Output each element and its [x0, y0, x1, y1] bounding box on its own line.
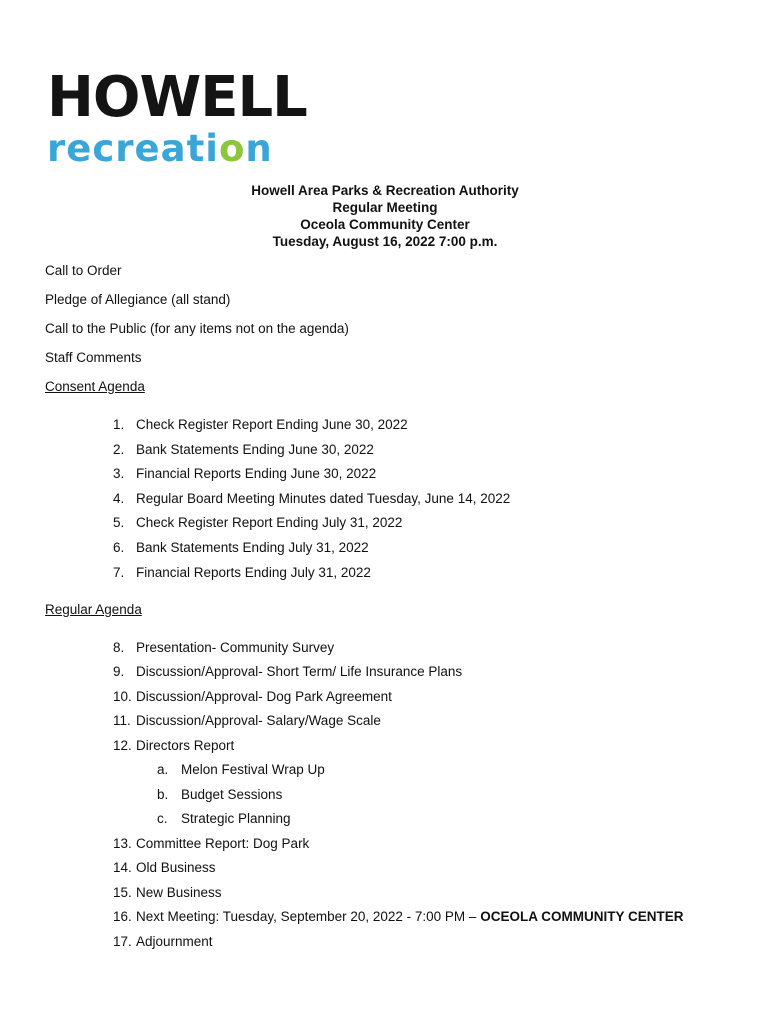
- regular-item: 13. Committee Report: Dog Park: [113, 836, 310, 851]
- call-to-public: Call to the Public (for any items not on the agenda): [45, 321, 349, 336]
- regular-item: 8. Presentation- Community Survey: [113, 640, 335, 655]
- meeting-location: Oceola Community Center: [300, 217, 470, 232]
- consent-item: 3. Financial Reports Ending June 30, 2022: [113, 466, 377, 481]
- consent-item: 5. Check Register Report Ending July 31, 2022: [113, 515, 403, 530]
- regular-item: 9. Discussion/Approval- Short Term/ Life Insurance Plans: [113, 664, 463, 679]
- directors-report-subitem: b. Budget Sessions: [157, 787, 283, 802]
- consent-item: 2. Bank Statements Ending June 30, 2022: [113, 442, 374, 457]
- meeting-header: [0, 182, 770, 250]
- meeting-datetime: Tuesday, August 16, 2022 7:00 p.m.: [272, 234, 498, 249]
- consent-item: 7. Financial Reports Ending July 31, 2022: [113, 565, 371, 580]
- consent-item: 6. Bank Statements Ending July 31, 2022: [113, 540, 369, 555]
- consent-item: 1. Check Register Report Ending June 30, 2022: [113, 417, 408, 432]
- regular-item: 16. Next Meeting: Tuesday, September 20, 2022 - 7:00 PM – OCEOLA COMMUNITY CENTER: [113, 909, 684, 924]
- regular-agenda-heading: Regular Agenda: [45, 602, 142, 617]
- call-to-order: Call to Order: [45, 263, 122, 278]
- directors-report-subitem: c. Strategic Planning: [157, 811, 291, 826]
- staff-comments: Staff Comments: [45, 350, 142, 365]
- pledge-of-allegiance: Pledge of Allegiance (all stand): [45, 292, 231, 307]
- howell-recreation-logo: [47, 65, 317, 173]
- logo-wordmark-recreation: [47, 129, 273, 169]
- logo-wordmark-howell: HOWELL: [47, 65, 307, 130]
- logo-recreation-part-a: recreati: [47, 127, 219, 170]
- regular-item: 12. Directors Report: [113, 738, 235, 753]
- consent-item: 4. Regular Board Meeting Minutes dated Tuesday, June 14, 2022: [113, 491, 511, 506]
- regular-item: 17. Adjournment: [113, 934, 213, 949]
- logo-recreation-part-b: n: [245, 127, 273, 170]
- regular-item: 15. New Business: [113, 885, 222, 900]
- regular-item: 10. Discussion/Approval- Dog Park Agreement: [113, 689, 392, 704]
- authority-name: Howell Area Parks & Recreation Authority: [251, 183, 519, 198]
- meeting-type: Regular Meeting: [332, 200, 438, 215]
- consent-agenda-heading: Consent Agenda: [45, 379, 145, 394]
- next-meeting-location: OCEOLA COMMUNITY CENTER: [480, 909, 684, 924]
- regular-item: 11. Discussion/Approval- Salary/Wage Scale: [113, 713, 381, 728]
- logo-swirl-o: o: [218, 127, 246, 170]
- regular-item: 14. Old Business: [113, 860, 216, 875]
- directors-report-subitem: a. Melon Festival Wrap Up: [157, 762, 325, 777]
